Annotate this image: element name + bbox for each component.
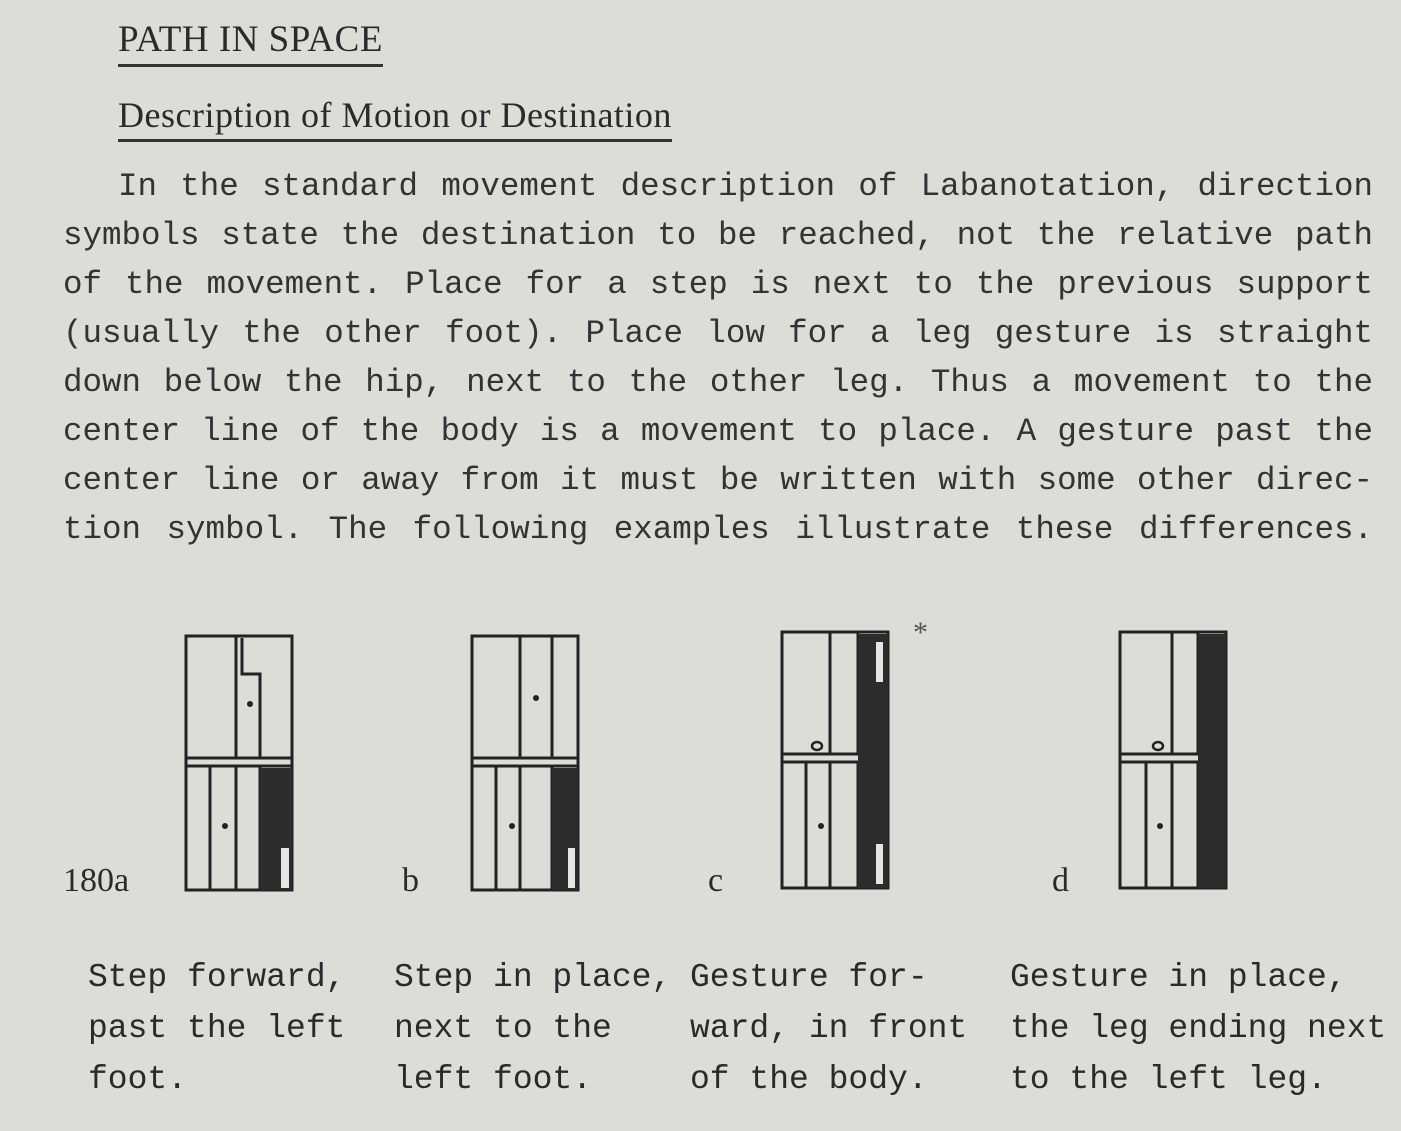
caption-c	[690, 952, 967, 1105]
gesture-column-filled	[1198, 634, 1226, 888]
figure-label-c: c	[708, 862, 724, 899]
dot-mark	[533, 695, 539, 701]
dot-mark	[818, 823, 824, 829]
paragraph-line: tion symbol. The following examples illustrate these differences.	[63, 511, 1373, 548]
figure-label-a: 180a	[63, 862, 130, 899]
labanotation-staff-a	[180, 630, 300, 898]
figure-label-b: b	[402, 862, 419, 899]
paragraph-line: of the movement. Place for a step is next to the previous support	[63, 266, 1373, 303]
caption-line: of the body.	[690, 1061, 928, 1098]
section-heading: PATH IN SPACE	[118, 18, 383, 67]
caption-line: past the left	[88, 1010, 346, 1047]
open-circle-mark	[1153, 742, 1163, 750]
labanotation-staff-c	[776, 626, 896, 896]
hold-mark	[876, 844, 883, 884]
caption-line: foot.	[88, 1061, 188, 1098]
caption-line: Step in place,	[394, 959, 672, 996]
hold-mark	[876, 642, 883, 682]
caption-line: to the left leg.	[1010, 1061, 1327, 1098]
caption-a	[88, 952, 345, 1105]
caption-d	[1010, 952, 1386, 1105]
paragraph	[63, 162, 1373, 554]
caption-line: Gesture for-	[690, 959, 928, 996]
paragraph-line: symbols state the destination to be reached, not the relative path	[63, 217, 1373, 254]
caption-line: the leg ending next	[1010, 1010, 1387, 1047]
paragraph-line: In the standard movement description of Labanotation, direction	[118, 168, 1373, 205]
paragraph-line: center line or away from it must be written with some other direc-	[63, 462, 1373, 499]
caption-line: next to the	[394, 1010, 612, 1047]
caption-line: Step forward,	[88, 959, 346, 996]
paragraph-line: center line of the body is a movement to place. A gesture past the	[63, 413, 1373, 450]
labanotation-staff-d	[1114, 626, 1234, 896]
caption-line: ward, in front	[690, 1010, 968, 1047]
footnote-asterisk: *	[913, 616, 928, 649]
paragraph-line: (usually the other foot). Place low for a leg gesture is straight	[63, 315, 1373, 352]
dot-mark	[222, 823, 228, 829]
dot-mark	[509, 823, 515, 829]
labanotation-staff-b	[466, 630, 586, 898]
dot-mark	[1157, 823, 1163, 829]
paragraph-line: down below the hip, next to the other leg. Thus a movement to the	[63, 364, 1373, 401]
open-circle-mark	[812, 742, 822, 750]
section-subheading: Description of Motion or Destination	[118, 94, 672, 142]
caption-b	[394, 952, 671, 1105]
caption-line: Gesture in place,	[1010, 959, 1347, 996]
hold-mark	[568, 848, 575, 888]
figure-label-d: d	[1052, 862, 1069, 899]
caption-line: left foot.	[394, 1061, 593, 1098]
hold-mark	[281, 848, 289, 888]
gesture-column-filled	[858, 634, 888, 888]
dot-mark	[247, 701, 253, 707]
